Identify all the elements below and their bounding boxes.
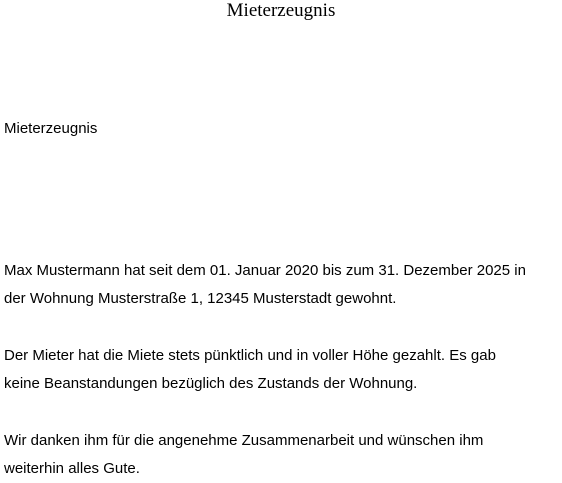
- document-title: Mieterzeugnis: [4, 120, 98, 137]
- paragraph-line: der Wohnung Musterstraße 1, 12345 Musterstadt gewohnt.: [4, 290, 397, 307]
- page-header-title: Mieterzeugnis: [226, 0, 336, 21]
- paragraph-line: Der Mieter hat die Miete stets pünktlich und in voller Höhe gezahlt. Es gab: [4, 347, 496, 364]
- paragraph-line: keine Beanstandungen bezüglich des Zustands der Wohnung.: [4, 375, 418, 392]
- paragraph-payment-record: [4, 342, 560, 398]
- paragraph-line: Wir danken ihm für die angenehme Zusammenarbeit und wünschen ihm: [4, 432, 484, 449]
- paragraph-tenancy-period: [4, 257, 560, 313]
- paragraph-line: weiterhin alles Gute.: [4, 460, 140, 477]
- paragraph-closing: [4, 427, 560, 483]
- paragraph-line: Max Mustermann hat seit dem 01. Januar 2020 bis zum 31. Dezember 2025 in: [4, 262, 526, 279]
